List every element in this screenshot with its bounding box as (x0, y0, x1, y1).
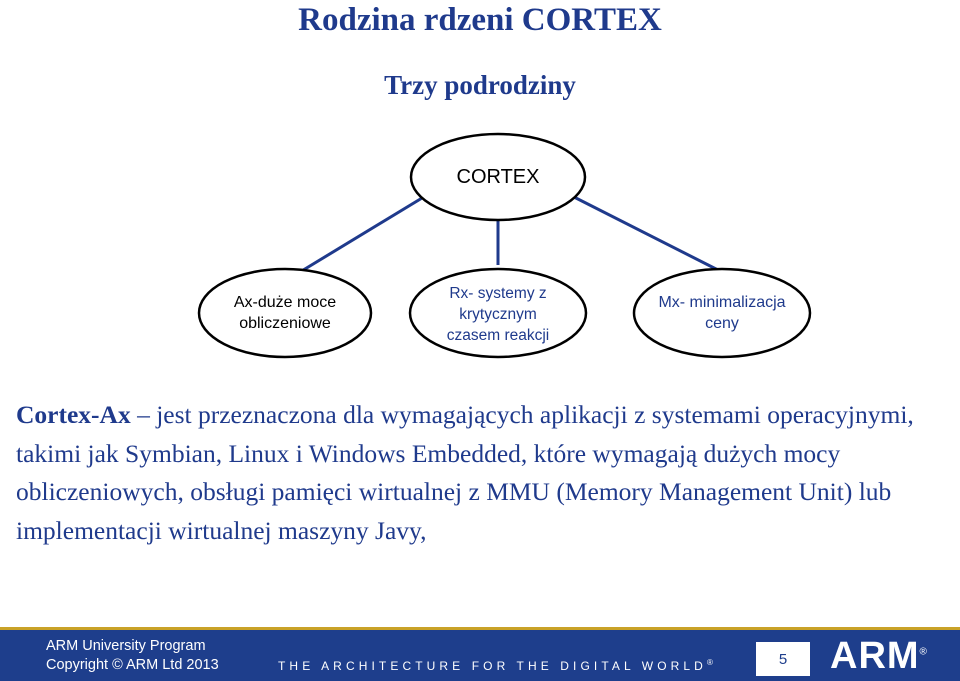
body-paragraph (16, 396, 946, 550)
footer-tagline: THE ARCHITECTURE FOR THE DIGITAL WORLD® (278, 658, 713, 673)
slide-subtitle: Trzy podrodziny (384, 70, 576, 100)
footer-copyright: Copyright © ARM Ltd 2013 (46, 657, 219, 673)
node-mx-label (632, 290, 812, 336)
slide-title: Rodzina rdzeni CORTEX (298, 2, 662, 38)
footer (0, 630, 960, 681)
node-rx-label (418, 282, 578, 346)
node-rx-line-1: Rx- systemy z (449, 284, 547, 302)
edge-root-ax (300, 195, 427, 272)
footer-program: ARM University Program (46, 638, 206, 654)
page-number: 5 (756, 642, 810, 676)
node-ax-line-1: Ax-duże moce (233, 294, 337, 311)
node-mx-line-2: ceny (705, 315, 739, 332)
body-lead: Cortex-Ax (16, 400, 131, 429)
node-rx-line-3: czasem reakcji (446, 326, 550, 344)
node-root-label: CORTEX (456, 165, 540, 188)
logo-registered-mark: ® (919, 646, 928, 658)
node-rx-line-2: krytycznym (459, 305, 537, 323)
body-text: – jest przeznaczona dla wymagających aplikacji z systemami operacyjnymi, takimi jak Symbian, Linux i Windows Embedded, które wymagają dużych mocy obliczeniowych, obsługi pamięci wirtualnej z MMU (Memory Management Unit) lub implementacji wirtualnej maszyny Javy, (16, 400, 914, 545)
node-mx-line-1: Mx- minimalizacja (658, 294, 786, 311)
edge-root-mx (570, 195, 722, 272)
node-ax-label (205, 290, 365, 336)
tagline-registered-mark: ® (706, 658, 713, 667)
arm-logo: ARM® (830, 635, 928, 677)
node-ax-line-2: obliczeniowe (239, 315, 331, 332)
